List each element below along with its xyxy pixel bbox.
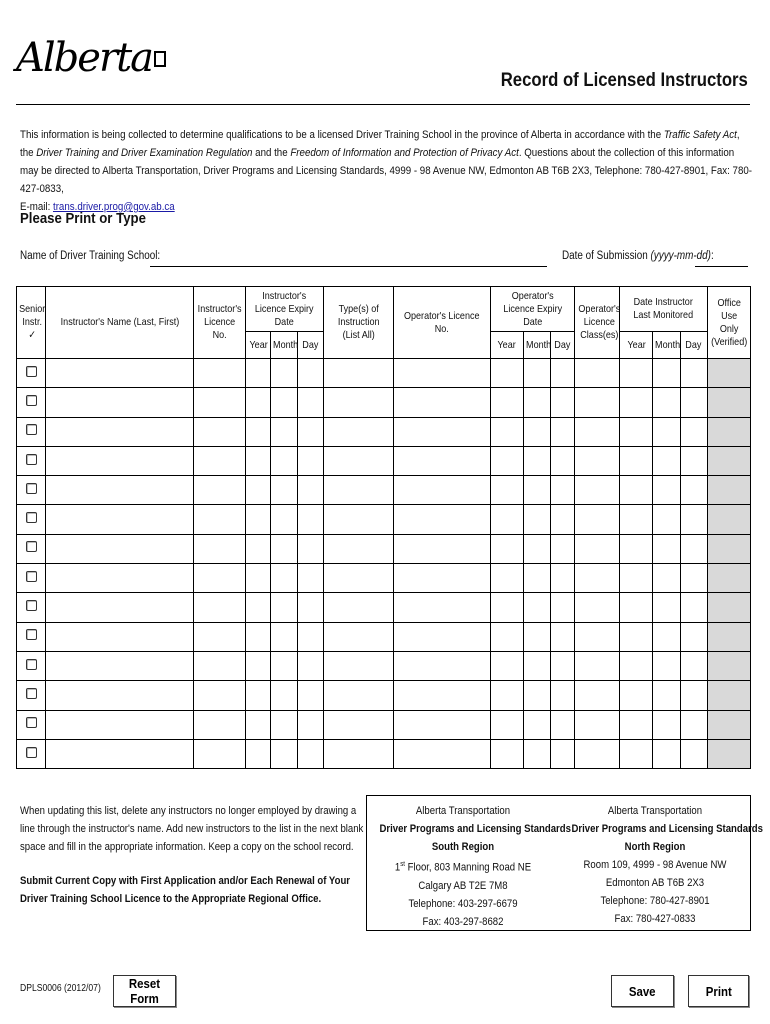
entry-cell[interactable] (271, 710, 298, 739)
entry-cell[interactable] (323, 446, 393, 475)
entry-cell[interactable] (523, 388, 550, 417)
entry-cell[interactable] (271, 564, 298, 593)
senior-instructor-checkbox-cell[interactable] (17, 651, 46, 680)
office-use-cell (707, 388, 750, 417)
entry-cell[interactable] (574, 388, 619, 417)
entry-cell[interactable] (46, 446, 194, 475)
senior-instructor-checkbox[interactable] (26, 395, 37, 406)
entry-cell[interactable] (271, 593, 298, 622)
entry-cell[interactable] (490, 476, 523, 505)
entry-cell[interactable] (193, 564, 245, 593)
entry-cell[interactable] (298, 417, 323, 446)
instructor-row (17, 446, 751, 475)
office-use-cell (707, 651, 750, 680)
school-name-label: Name of Driver Training School: (20, 250, 161, 262)
north-region-address: Alberta Transportation Driver Programs and Licensing Standards North Region Room 109, 4999 - 98 Avenue NW Edmonton AB T6B 2X3 Telephone: 780-427-8901 Fax: 780-427-0833 (571, 805, 763, 925)
last-monitored-header: Date Instructor Last Monitored (620, 287, 707, 332)
entry-cell[interactable] (298, 593, 323, 622)
entry-cell[interactable] (246, 476, 271, 505)
entry-cell[interactable] (680, 446, 707, 475)
licence-expiry-header: Instructor's Licence Expiry Date (246, 287, 323, 332)
entry-cell[interactable] (680, 622, 707, 651)
entry-cell[interactable] (298, 622, 323, 651)
entry-cell[interactable] (620, 534, 653, 563)
entry-cell[interactable] (46, 593, 194, 622)
senior-instructor-checkbox[interactable] (26, 541, 37, 552)
entry-cell[interactable] (490, 681, 523, 710)
entry-cell[interactable] (574, 651, 619, 680)
entry-cell[interactable] (193, 359, 245, 388)
save-button[interactable]: Save (611, 975, 674, 1007)
senior-instructor-checkbox-cell[interactable] (17, 417, 46, 446)
entry-cell[interactable] (620, 388, 653, 417)
south-region-address: Alberta Transportation Driver Programs and Licensing Standards South Region 1st Floor, 803 Manning Road NE Calgary AB T2E 7M8 Telephone: 403-297-6679 Fax: 403-297-8682 (379, 805, 571, 928)
entry-cell[interactable] (323, 388, 393, 417)
entry-cell[interactable] (574, 739, 619, 768)
entry-cell[interactable] (620, 476, 653, 505)
instructor-row (17, 710, 751, 739)
entry-cell[interactable] (620, 359, 653, 388)
entry-cell[interactable] (680, 710, 707, 739)
entry-cell[interactable] (46, 417, 194, 446)
entry-cell[interactable] (523, 446, 550, 475)
entry-cell[interactable] (298, 710, 323, 739)
entry-cell[interactable] (246, 651, 271, 680)
entry-cell[interactable] (550, 505, 574, 534)
entry-cell[interactable] (193, 681, 245, 710)
senior-instructor-checkbox[interactable] (26, 571, 37, 582)
entry-cell[interactable] (271, 417, 298, 446)
month-header: Month (271, 332, 298, 359)
month-header: Month (653, 332, 680, 359)
entry-cell[interactable] (393, 359, 490, 388)
entry-cell[interactable] (298, 681, 323, 710)
entry-cell[interactable] (46, 622, 194, 651)
entry-cell[interactable] (550, 388, 574, 417)
entry-cell[interactable] (271, 446, 298, 475)
entry-cell[interactable] (620, 651, 653, 680)
office-use-cell (707, 446, 750, 475)
senior-instructor-checkbox[interactable] (26, 688, 37, 699)
form-title: Record of Licensed Instructors (500, 70, 748, 91)
entry-cell[interactable] (550, 359, 574, 388)
office-use-cell (707, 739, 750, 768)
entry-cell[interactable] (298, 505, 323, 534)
office-use-cell (707, 681, 750, 710)
entry-cell[interactable] (680, 739, 707, 768)
entry-cell[interactable] (193, 651, 245, 680)
entry-cell[interactable] (574, 564, 619, 593)
entry-cell[interactable] (574, 359, 619, 388)
entry-cell[interactable] (523, 417, 550, 446)
entry-cell[interactable] (323, 622, 393, 651)
year-header: Year (620, 332, 653, 359)
entry-cell[interactable] (620, 505, 653, 534)
senior-header: Senior Instr. ✓ (17, 287, 46, 359)
entry-cell[interactable] (323, 534, 393, 563)
entry-cell[interactable] (46, 359, 194, 388)
entry-cell[interactable] (271, 388, 298, 417)
entry-cell[interactable] (653, 593, 680, 622)
email-link[interactable]: trans.driver.prog@gov.ab.ca (52, 201, 175, 213)
entry-cell[interactable] (490, 593, 523, 622)
entry-cell[interactable] (193, 505, 245, 534)
senior-instructor-checkbox[interactable] (26, 659, 37, 670)
senior-instructor-checkbox-cell[interactable] (17, 388, 46, 417)
entry-cell[interactable] (46, 739, 194, 768)
school-name-field[interactable] (150, 252, 547, 267)
entry-cell[interactable] (680, 534, 707, 563)
office-use-cell (707, 359, 750, 388)
office-use-cell (707, 564, 750, 593)
entry-cell[interactable] (298, 476, 323, 505)
entry-cell[interactable] (523, 681, 550, 710)
entry-cell[interactable] (393, 651, 490, 680)
entry-cell[interactable] (46, 534, 194, 563)
entry-cell[interactable] (46, 651, 194, 680)
header-divider (16, 104, 750, 105)
entry-cell[interactable] (393, 505, 490, 534)
entry-cell[interactable] (490, 417, 523, 446)
intro-paragraph: This information is being collected to determine qualifications to be a licensed Driver Training School in the province of Alberta in accordance with the Traffic Safety Act, the Driver Training and Driver Examination Regulation and the Freedom of Information and Protection of Privacy Act. Questions about the collection of this information may be directed to Alberta Transportation, Driver Programs and Licensing Standards, 4999 - 98 Avenue NW, Edmonton AB T6B 2X3, Telephone: 780-427-8901, Fax: 780-427-0833, E-mail: trans.driver.prog@gov.ab.ca (20, 129, 753, 213)
entry-cell[interactable] (393, 534, 490, 563)
entry-cell[interactable] (246, 710, 271, 739)
alberta-logo: Alberta (16, 38, 166, 78)
entry-cell[interactable] (550, 417, 574, 446)
entry-cell[interactable] (653, 417, 680, 446)
regional-offices-box (366, 795, 763, 931)
entry-cell[interactable] (271, 505, 298, 534)
entry-cell[interactable] (523, 359, 550, 388)
entry-cell[interactable] (523, 593, 550, 622)
instructor-row (17, 388, 751, 417)
entry-cell[interactable] (680, 505, 707, 534)
year-header: Year (490, 332, 523, 359)
entry-cell[interactable] (653, 388, 680, 417)
office-use-cell (707, 593, 750, 622)
entry-cell[interactable] (193, 739, 245, 768)
senior-instructor-checkbox-cell[interactable] (17, 739, 46, 768)
entry-cell[interactable] (523, 710, 550, 739)
instructor-row (17, 681, 751, 710)
entry-cell[interactable] (393, 681, 490, 710)
entry-cell[interactable] (550, 739, 574, 768)
entry-cell[interactable] (490, 564, 523, 593)
entry-cell[interactable] (653, 534, 680, 563)
entry-cell[interactable] (490, 710, 523, 739)
senior-instructor-checkbox-cell[interactable] (17, 681, 46, 710)
reset-form-button[interactable]: Reset Form (113, 975, 176, 1007)
entry-cell[interactable] (193, 446, 245, 475)
entry-cell[interactable] (323, 505, 393, 534)
entry-cell[interactable] (323, 593, 393, 622)
entry-cell[interactable] (193, 710, 245, 739)
instructor-row (17, 593, 751, 622)
year-header: Year (246, 332, 271, 359)
office-use-cell (707, 505, 750, 534)
print-button[interactable]: Print (688, 975, 749, 1007)
entry-cell[interactable] (323, 739, 393, 768)
entry-cell[interactable] (574, 681, 619, 710)
entry-cell[interactable] (653, 505, 680, 534)
entry-cell[interactable] (298, 564, 323, 593)
entry-cell[interactable] (620, 564, 653, 593)
entry-cell[interactable] (574, 622, 619, 651)
logo-mark-icon (154, 51, 166, 67)
entry-cell[interactable] (574, 593, 619, 622)
entry-cell[interactable] (193, 388, 245, 417)
entry-cell[interactable] (653, 681, 680, 710)
types-header: Type(s) of Instruction (List All) (323, 287, 393, 359)
senior-instructor-checkbox-cell[interactable] (17, 534, 46, 563)
entry-cell[interactable] (298, 359, 323, 388)
entry-cell[interactable] (550, 593, 574, 622)
entry-cell[interactable] (653, 359, 680, 388)
month-header: Month (523, 332, 550, 359)
update-instructions: When updating this list, delete any instructors no longer employed by drawing a line through the instructor's name. Add new instructors to the list in the next blank space and fill in the appropriate information. Keep a copy on the school record. Submit Current Copy with First Application and/or Each Renewal of Your Driver Training School Licence to the Appropriate Regional Office. (20, 805, 364, 905)
operator-class-header: Operator's Licence Class(es) (574, 287, 619, 359)
entry-cell[interactable] (490, 359, 523, 388)
entry-cell[interactable] (523, 651, 550, 680)
office-use-cell (707, 476, 750, 505)
entry-cell[interactable] (574, 534, 619, 563)
instructor-row (17, 417, 751, 446)
entry-cell[interactable] (490, 388, 523, 417)
entry-cell[interactable] (490, 446, 523, 475)
senior-instructor-checkbox[interactable] (26, 717, 37, 728)
entry-cell[interactable] (680, 417, 707, 446)
entry-cell[interactable] (246, 622, 271, 651)
instructor-row (17, 651, 751, 680)
entry-cell[interactable] (490, 739, 523, 768)
entry-cell[interactable] (193, 593, 245, 622)
submission-date-field[interactable] (695, 252, 748, 267)
entry-cell[interactable] (653, 446, 680, 475)
entry-cell[interactable] (271, 476, 298, 505)
entry-cell[interactable] (393, 476, 490, 505)
entry-cell[interactable] (620, 710, 653, 739)
entry-cell[interactable] (298, 534, 323, 563)
entry-cell[interactable] (46, 476, 194, 505)
entry-cell[interactable] (620, 739, 653, 768)
senior-instructor-checkbox[interactable] (26, 454, 37, 465)
entry-cell[interactable] (393, 622, 490, 651)
entry-cell[interactable] (574, 505, 619, 534)
entry-cell[interactable] (323, 417, 393, 446)
entry-cell[interactable] (523, 476, 550, 505)
entry-cell[interactable] (271, 622, 298, 651)
day-header: Day (550, 332, 574, 359)
entry-cell[interactable] (680, 359, 707, 388)
office-use-cell (707, 417, 750, 446)
senior-instructor-checkbox-cell[interactable] (17, 622, 46, 651)
entry-cell[interactable] (323, 564, 393, 593)
instructor-row (17, 564, 751, 593)
entry-cell[interactable] (550, 534, 574, 563)
entry-cell[interactable] (550, 446, 574, 475)
entry-cell[interactable] (46, 505, 194, 534)
entry-cell[interactable] (271, 651, 298, 680)
senior-instructor-checkbox[interactable] (26, 366, 37, 377)
name-header: Instructor's Name (Last, First) (46, 287, 194, 359)
entry-cell[interactable] (680, 564, 707, 593)
entry-cell[interactable] (490, 505, 523, 534)
entry-cell[interactable] (620, 681, 653, 710)
entry-cell[interactable] (523, 564, 550, 593)
office-use-cell (707, 622, 750, 651)
senior-instructor-checkbox-cell[interactable] (17, 564, 46, 593)
office-use-cell (707, 534, 750, 563)
entry-cell[interactable] (246, 593, 271, 622)
senior-instructor-checkbox-cell[interactable] (17, 446, 46, 475)
senior-instructor-checkbox[interactable] (26, 424, 37, 435)
entry-cell[interactable] (298, 446, 323, 475)
entry-cell[interactable] (271, 534, 298, 563)
senior-instructor-checkbox[interactable] (26, 512, 37, 523)
senior-instructor-checkbox-cell[interactable] (17, 476, 46, 505)
entry-cell[interactable] (298, 651, 323, 680)
entry-cell[interactable] (246, 739, 271, 768)
entry-cell[interactable] (680, 681, 707, 710)
entry-cell[interactable] (393, 564, 490, 593)
entry-cell[interactable] (193, 534, 245, 563)
senior-instructor-checkbox-cell[interactable] (17, 505, 46, 534)
print-or-type-heading: Please Print or Type (20, 210, 146, 227)
entry-cell[interactable] (574, 476, 619, 505)
entry-cell[interactable] (620, 622, 653, 651)
entry-cell[interactable] (393, 446, 490, 475)
entry-cell[interactable] (193, 417, 245, 446)
entry-cell[interactable] (323, 651, 393, 680)
instructor-row (17, 476, 751, 505)
senior-instructor-checkbox-cell[interactable] (17, 359, 46, 388)
entry-cell[interactable] (46, 388, 194, 417)
entry-cell[interactable] (246, 388, 271, 417)
entry-cell[interactable] (298, 388, 323, 417)
instructors-table (16, 286, 751, 769)
entry-cell[interactable] (393, 739, 490, 768)
senior-instructor-checkbox[interactable] (26, 629, 37, 640)
entry-cell[interactable] (550, 710, 574, 739)
senior-instructor-checkbox-cell[interactable] (17, 593, 46, 622)
entry-cell[interactable] (46, 710, 194, 739)
entry-cell[interactable] (246, 417, 271, 446)
entry-cell[interactable] (323, 476, 393, 505)
operator-no-header: Operator's Licence No. (393, 287, 490, 359)
entry-cell[interactable] (246, 681, 271, 710)
entry-cell[interactable] (490, 622, 523, 651)
entry-cell[interactable] (653, 739, 680, 768)
entry-cell[interactable] (680, 388, 707, 417)
senior-instructor-checkbox-cell[interactable] (17, 710, 46, 739)
entry-cell[interactable] (46, 564, 194, 593)
entry-cell[interactable] (653, 564, 680, 593)
entry-cell[interactable] (574, 446, 619, 475)
entry-cell[interactable] (574, 710, 619, 739)
entry-cell[interactable] (653, 651, 680, 680)
entry-cell[interactable] (393, 417, 490, 446)
entry-cell[interactable] (653, 710, 680, 739)
instructor-row (17, 534, 751, 563)
entry-cell[interactable] (550, 651, 574, 680)
entry-cell[interactable] (193, 622, 245, 651)
entry-cell[interactable] (620, 446, 653, 475)
entry-cell[interactable] (490, 651, 523, 680)
entry-cell[interactable] (523, 622, 550, 651)
entry-cell[interactable] (550, 476, 574, 505)
entry-cell[interactable] (393, 593, 490, 622)
operator-expiry-header: Operator's Licence Expiry Date (490, 287, 574, 332)
instructor-row (17, 739, 751, 768)
entry-cell[interactable] (246, 359, 271, 388)
entry-cell[interactable] (246, 564, 271, 593)
entry-cell[interactable] (271, 681, 298, 710)
entry-cell[interactable] (523, 505, 550, 534)
entry-cell[interactable] (246, 446, 271, 475)
licence-no-header: Instructor's Licence No. (193, 287, 245, 359)
entry-cell[interactable] (246, 534, 271, 563)
entry-cell[interactable] (323, 681, 393, 710)
entry-cell[interactable] (46, 681, 194, 710)
entry-cell[interactable] (271, 739, 298, 768)
entry-cell[interactable] (653, 622, 680, 651)
entry-cell[interactable] (550, 681, 574, 710)
office-use-cell (707, 710, 750, 739)
entry-cell[interactable] (271, 359, 298, 388)
submission-date-label: Date of Submission (yyyy-mm-dd): (562, 250, 714, 262)
entry-cell[interactable] (550, 622, 574, 651)
entry-cell[interactable] (680, 476, 707, 505)
entry-cell[interactable] (490, 534, 523, 563)
senior-instructor-checkbox[interactable] (26, 483, 37, 494)
entry-cell[interactable] (680, 651, 707, 680)
entry-cell[interactable] (523, 534, 550, 563)
entry-cell[interactable] (393, 388, 490, 417)
entry-cell[interactable] (246, 505, 271, 534)
entry-cell[interactable] (323, 359, 393, 388)
entry-cell[interactable] (323, 710, 393, 739)
entry-cell[interactable] (620, 417, 653, 446)
entry-cell[interactable] (523, 739, 550, 768)
senior-instructor-checkbox[interactable] (26, 747, 37, 758)
entry-cell[interactable] (393, 710, 490, 739)
entry-cell[interactable] (653, 476, 680, 505)
entry-cell[interactable] (298, 739, 323, 768)
day-header: Day (298, 332, 323, 359)
senior-instructor-checkbox[interactable] (26, 600, 37, 611)
day-header: Day (680, 332, 707, 359)
entry-cell[interactable] (574, 417, 619, 446)
form-number: DPLS0006 (2012/07) (20, 983, 101, 994)
entry-cell[interactable] (620, 593, 653, 622)
entry-cell[interactable] (680, 593, 707, 622)
instructor-row (17, 622, 751, 651)
office-use-header: Office Use Only (Verified) (707, 287, 750, 359)
instructor-row (17, 505, 751, 534)
instructor-row (17, 359, 751, 388)
entry-cell[interactable] (193, 476, 245, 505)
entry-cell[interactable] (550, 564, 574, 593)
